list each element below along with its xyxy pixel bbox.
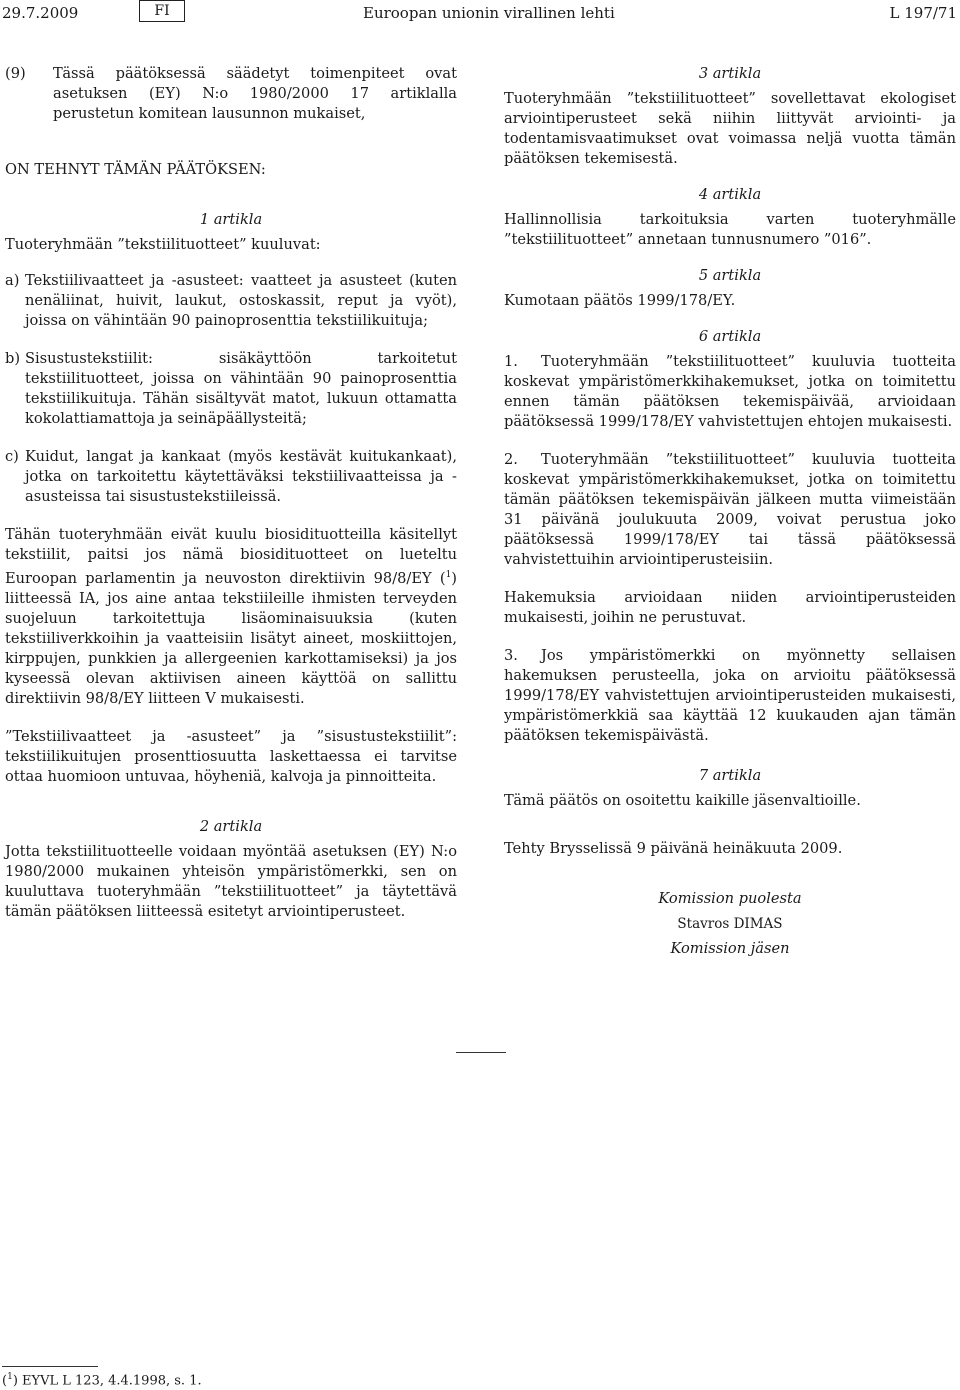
article-6-title: 6 artikla	[698, 328, 762, 345]
done-at: Tehty Brysselissä 9 päivänä heinäkuuta 2009.	[504, 840, 843, 857]
journal-title: Euroopan unionin virallinen lehti	[363, 4, 615, 22]
left-column	[5, 64, 457, 922]
article-3-text: Tuoteryhmään ”tekstiilituotteet” sovellettavat ekologiset arviointiperusteet sekä niihin liittyvät arviointi- ja todentamisvaatimukset ovat voimassa neljä vuotta tämän päätöksen tekemisestä.	[504, 90, 956, 167]
article-5-title: 5 artikla	[698, 267, 762, 284]
list-item-a: a) Tekstiilivaatteet ja -asusteet: vaatteet ja asusteet (kuten nenäliinat, huivit, laukut, ostoskassit, reput ja vyöt), joissa on vähintään 90 painoprosenttia tekstiilikuituja;	[5, 272, 457, 329]
publication-date: 29.7.2009	[2, 4, 79, 22]
signature-name: Stavros DIMAS	[677, 916, 783, 932]
biocide-paragraph: Tähän tuoteryhmään eivät kuulu biosidituotteilla käsitellyt tekstiilit, paitsi jos nämä biosidituotteet on lueteltu Euroopan parlamentin ja neuvoston direktiivin 98/8/EY ($^1$) liitteessä IA, jos aine antaa tekstiileille ihmisten terveyden suojeluun tarkoitettuja lisäominaisuuksia (kuten tekstiiliverkkoihin ja vaatteisiin lisätyt aineet, moskiittojen, kirppujen, punkkien ja allergeenien karkottamiseksi) ja jos kyseessä olevan aktiivisen aineen käyttöä on sallittu direktiivin 98/8/EY liitteen V mukaisesti.	[5, 526, 457, 707]
article-7-text: Tämä päätös on osoitettu kaikille jäsenvaltioille.	[504, 792, 861, 809]
list-item-c-text: Kuidut, langat ja kankaat (myös kestävät kuitukankaat), jotka on tarkoitettu käytettäväksi tekstiilivaatteissa ja -asusteissa tai sisustustekstiileissä.	[25, 448, 457, 505]
article-1-intro: Tuoteryhmään ”tekstiilituotteet” kuuluvat:	[5, 236, 321, 253]
article-2-title: 2 artikla	[199, 817, 263, 835]
recital-label: (9)	[5, 65, 26, 82]
article-6-paragraph-2: 2. Tuoteryhmään ”tekstiilituotteet” kuuluvia tuotteita koskevat ympäristömerkkihakemukset, jotka on toimitettu tämän päätöksen tekemispäivän jälkeen mutta viimeistään 31 päivänä joulukuuta 2009, voivat perustua joko päätöksessä 1999/178/EY tai tässä päätöksessä vahvistettuihin arviointiperusteisiin.	[504, 451, 956, 568]
list-item-c: c) Kuidut, langat ja kankaat (myös kestävät kuitukankaat), jotka on tarkoitettu käytettäväksi tekstiilivaatteissa ja -asusteissa tai sisustustekstiileissä.	[5, 448, 457, 505]
article-5-text: Kumotaan päätös 1999/178/EY.	[504, 292, 736, 309]
article-6-paragraph-3: 3. Jos ympäristömerkki on myönnetty sellaisen hakemuksen perusteella, joka on arvioitu päätöksessä 1999/178/EY vahvistettujen arviointiperusteiden mukaisesti, ympäristömerkkiä saa käyttää 12 kuukauden ajan tämän päätöksen tekemispäivästä.	[504, 647, 956, 744]
recital-text: Tässä päätöksessä säädetyt toimenpiteet ovat asetuksen (EY) N:o 1980/2000 17 artiklalla perustetun komitean lausunnon mukaiset,	[53, 65, 457, 122]
footnote-marker: 1	[7, 1372, 13, 1382]
footnote-text: EYVL L 123, 4.4.1998, s. 1.	[22, 1373, 202, 1389]
right-column	[504, 64, 956, 961]
article-6-paragraph-1: 1. Tuoteryhmään ”tekstiilituotteet” kuuluvia tuotteita koskevat ympäristömerkkihakemukset, jotka on toimitettu ennen tämän päätöksen tekemispäivää, arvioidaan päätöksessä 1999/178/EY vahvistettujen ehtojen mukaisesti.	[504, 353, 956, 430]
language-badge: FI	[139, 0, 185, 22]
article-2-text: Jotta tekstiilituotteelle voidaan myöntää asetuksen (EY) N:o 1980/2000 mukainen yhteisön ympäristömerkki, sen on kuuluttava tuoteryhmään ”tekstiilituotteet” ja täytettävä tämän päätöksen liitteessä esitetyt arviointiperusteet.	[5, 842, 457, 920]
signature-for: Komission puolesta	[658, 890, 802, 907]
page-number: L 197/71	[889, 4, 957, 22]
article-6-paragraph-2b: Hakemuksia arvioidaan niiden arviointiperusteiden mukaisesti, joihin ne perustuvat.	[504, 589, 956, 626]
recital-9	[5, 64, 457, 124]
footnote: ($^1$) EYVL L 123, 4.4.1998, s. 1.	[2, 1372, 202, 1389]
article-1-title: 1 artikla	[199, 211, 263, 228]
list-item-a-text: Tekstiilivaatteet ja -asusteet: vaatteet ja asusteet (kuten nenäliinat, huivit, laukut, ostoskassit, reput ja vyöt), joissa on vähintään 90 painoprosenttia tekstiilikuituja;	[25, 272, 457, 329]
fibre-paragraph: ”Tekstiilivaatteet ja -asusteet” ja ”sisustustekstiilit”: tekstiilikuitujen prosenttiosuutta laskettaessa ei tarvitse ottaa huomioon untuvaa, höyheniä, kalvoja ja pinnoitteita.	[5, 727, 457, 785]
list-item-b-text: Sisustustekstiilit: sisäkäyttöön tarkoitetut tekstiilituotteet, joissa on vähintään 90 painoprosenttia tekstiilikuituja. Tähän sisältyvät matot, lukuun ottamatta kokolattiamattoja ja seinäpäällysteitä;	[25, 350, 457, 427]
enacting-formula: ON TEHNYT TÄMÄN PÄÄTÖKSEN:	[5, 161, 266, 178]
article-4-text: Hallinnollisia tarkoituksia varten tuoteryhmälle ”tekstiilituotteet” annetaan tunnusnumero ”016”.	[504, 211, 956, 248]
footnote-ref[interactable]: 1	[445, 570, 452, 580]
article-3-title: 3 artikla	[698, 65, 762, 82]
article-4-title: 4 artikla	[698, 186, 762, 203]
article-7-title: 7 artikla	[698, 767, 762, 784]
signature-role: Komission jäsen	[670, 940, 790, 957]
page-header	[0, 0, 960, 30]
footnote-rule	[2, 1366, 98, 1367]
list-item-b: b) Sisustustekstiilit: sisäkäyttöön tarkoitetut tekstiilituotteet, joissa on vähintään 90 painoprosenttia tekstiilikuituja. Tähän sisältyvät matot, lukuun ottamatta kokolattiamattoja ja seinäpäällysteitä;	[5, 350, 457, 427]
end-rule	[456, 1052, 506, 1053]
